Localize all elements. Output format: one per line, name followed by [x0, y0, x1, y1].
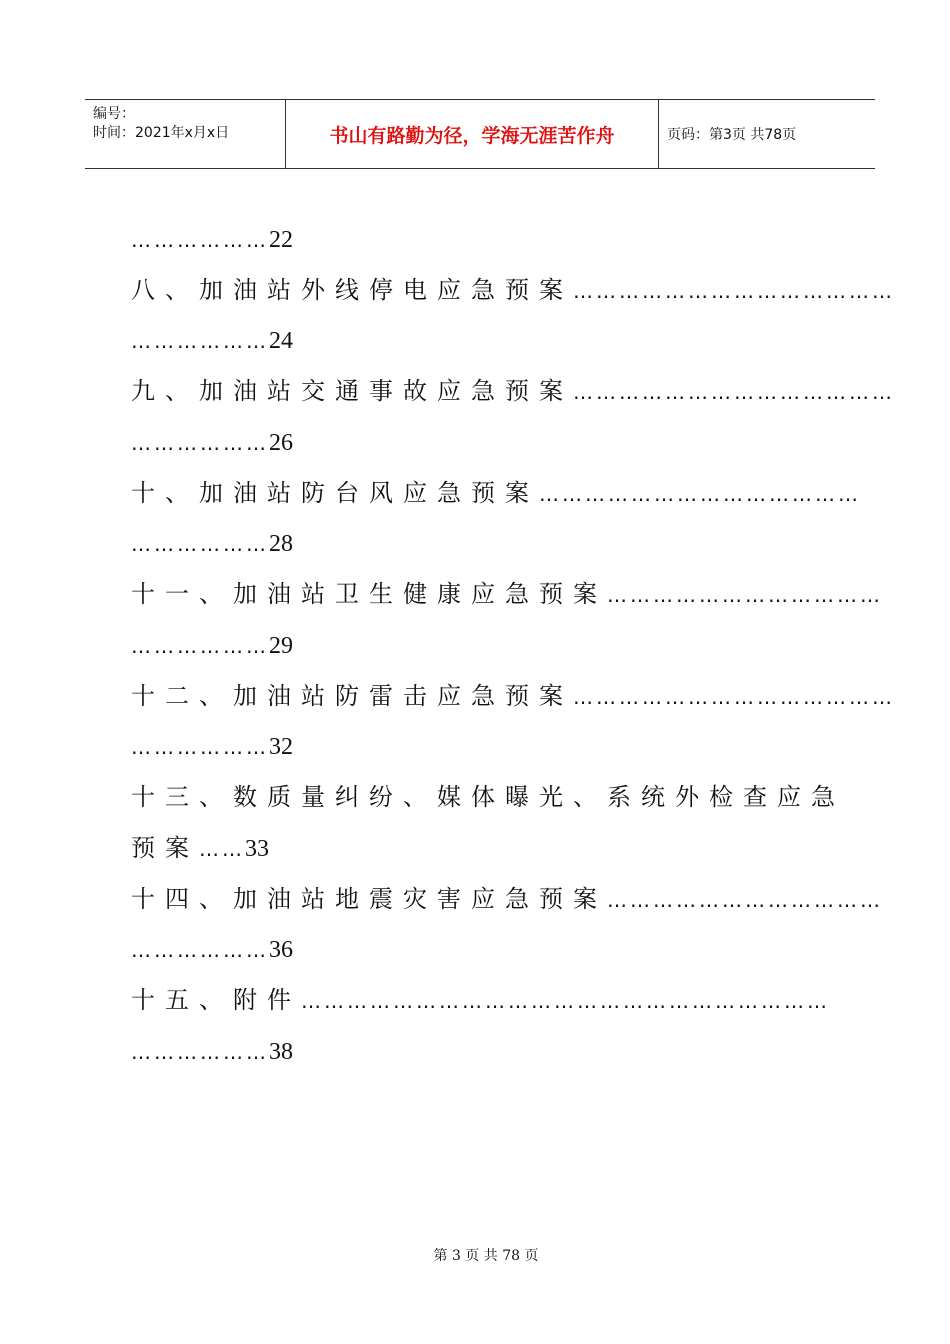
toc-line — [131, 1036, 293, 1067]
toc-page-number: 33 — [245, 836, 269, 862]
toc-dots: ……………… — [131, 329, 269, 353]
toc-dots: ……………… — [131, 228, 269, 252]
toc-dots: ……………… — [131, 431, 269, 455]
toc-dots: ……………… — [131, 634, 269, 658]
toc-title: 十、加油站防台风应急预案 — [131, 479, 539, 507]
toc-dots: …………………………………… — [573, 380, 895, 404]
toc-title: 九、加油站交通事故应急预案 — [131, 377, 573, 405]
toc-line — [131, 884, 883, 915]
header-page-info: 页码：第3页 共78页 — [667, 127, 797, 143]
toc-title: 八、加油站外线停电应急预案 — [131, 276, 573, 304]
time-label: 时间：2021年x月x日 — [93, 125, 230, 141]
toc-line — [131, 427, 293, 458]
toc-page-number: 36 — [269, 937, 293, 963]
toc-dots: ……………………………… — [607, 888, 883, 912]
toc-dots: ……………… — [131, 532, 269, 556]
toc-line — [131, 579, 883, 610]
toc-page-number: 24 — [269, 328, 293, 354]
toc-dots: ……………… — [131, 938, 269, 962]
toc-line — [131, 325, 293, 356]
toc-line — [131, 630, 293, 661]
toc-line — [131, 731, 293, 762]
toc-title: 十五、附件 — [131, 986, 301, 1014]
toc-page-number: 29 — [269, 633, 293, 659]
toc-dots: …………………………………… — [539, 482, 861, 506]
toc-line — [131, 833, 269, 864]
toc-dots: ……………… — [131, 735, 269, 759]
toc-line — [131, 224, 293, 255]
toc-line — [131, 478, 861, 509]
header-meta-cell — [85, 100, 286, 168]
toc-line — [131, 528, 293, 559]
toc-page-number: 22 — [269, 227, 293, 253]
document-header — [85, 99, 875, 169]
toc-title: 十一、加油站卫生健康应急预案 — [131, 580, 607, 608]
toc-dots: ……………… — [131, 1040, 269, 1064]
toc-page-number: 26 — [269, 430, 293, 456]
toc-dots: …………………………………… — [573, 279, 895, 303]
serial-label: 编号： — [93, 106, 135, 122]
toc-dots: ……………………………… — [607, 583, 883, 607]
toc-dots: …………………………………………………………… — [301, 989, 830, 1013]
toc-title: 预案 — [131, 834, 199, 862]
toc-line — [131, 275, 895, 306]
toc-title: 十二、加油站防雷击应急预案 — [131, 682, 573, 710]
page-footer: 第 3 页 共 78 页 — [433, 1248, 539, 1264]
toc-line — [131, 782, 845, 813]
toc-page-number: 32 — [269, 734, 293, 760]
toc-line — [131, 376, 895, 407]
toc-title: 十四、加油站地震灾害应急预案 — [131, 885, 607, 913]
toc-dots: …………………………………… — [573, 685, 895, 709]
toc-line — [131, 934, 293, 965]
toc-page-number: 28 — [269, 531, 293, 557]
toc-line — [131, 681, 895, 712]
toc-title: 十三、数质量纠纷、媒体曝光、系统外检查应急 — [131, 783, 845, 811]
toc-line — [131, 985, 830, 1016]
toc-dots: …… — [199, 837, 245, 861]
header-motto: 书山有路勤为径，学海无涯苦作舟 — [286, 100, 659, 168]
toc-page-number: 38 — [269, 1039, 293, 1065]
